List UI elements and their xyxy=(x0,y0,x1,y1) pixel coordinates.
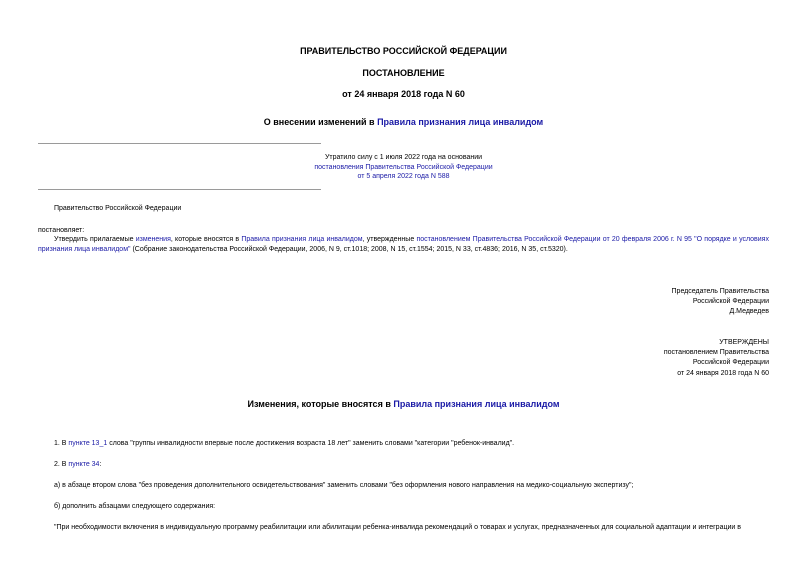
government-name: ПРАВИТЕЛЬСТВО РОССИЙСКОЙ ФЕДЕРАЦИИ xyxy=(300,46,507,56)
main-paragraph-part4: (Собрание законодательства Российской Федерации, 2006, N 9, ст.1018; 2008, N 15, ст.1554; 2015, N 33, ст.4836; 2016, N 35, ст.5320). xyxy=(130,246,568,254)
approval-block xyxy=(664,338,769,379)
signature-line3: Д.Медведев xyxy=(729,308,769,316)
document-date-number: от 24 января 2018 года N 60 xyxy=(342,89,465,99)
document-title xyxy=(0,117,807,127)
clause-13-1-link[interactable]: пункте 13_1 xyxy=(68,440,108,447)
rules-link-body[interactable]: Правила признания лица инвалидом xyxy=(241,236,363,243)
bottom-divider xyxy=(38,189,321,190)
changes-link[interactable]: изменения xyxy=(135,236,171,243)
repeal-note-link-line3[interactable]: от 5 апреля 2022 года N 588 xyxy=(357,173,450,181)
signature-line2: Российской Федерации xyxy=(692,298,769,306)
resolution-95-link[interactable]: постановлением Правительства Российской Федерации от 20 февраля 2006 г. N 95 "О порядке и условиях признания лица инвалидом" xyxy=(38,236,769,254)
top-divider xyxy=(38,143,321,144)
decrees-text: постановляет: xyxy=(38,227,85,234)
change-item-2 xyxy=(54,460,101,470)
approval-line1: УТВЕРЖДЕНЫ xyxy=(719,339,769,346)
change-item-1-text: слова "группы инвалидности впервые после достижения возраста 18 лет" заменить словами "категории "ребенок-инвалид". xyxy=(107,440,515,447)
change-item-1-prefix: 1. В xyxy=(54,440,69,447)
main-paragraph-part3: , утвержденные xyxy=(362,236,417,243)
changes-title xyxy=(0,399,807,409)
approval-line3: Российской Федерации xyxy=(692,359,769,367)
document-title-prefix: О внесении изменений в xyxy=(263,117,378,127)
change-item-1 xyxy=(54,439,514,449)
main-paragraph-part1: Утвердить прилагаемые xyxy=(54,236,136,243)
rules-link-title[interactable]: Правила признания лица инвалидом xyxy=(377,117,544,127)
document-type: ПОСТАНОВЛЕНИЕ xyxy=(362,68,445,78)
signature-block xyxy=(672,287,769,318)
repeal-note-line1: Утратило силу с 1 июля 2022 года на основании xyxy=(324,154,483,161)
rules-link-changes-title[interactable]: Правила признания лица инвалидом xyxy=(393,399,560,409)
repeal-note xyxy=(300,153,507,182)
issuer-text: Правительство Российской Федерации xyxy=(54,205,182,212)
clause-34-link[interactable]: пункте 34 xyxy=(68,461,100,468)
change-subitem-a: а) в абзаце втором слова "без проведения дополнительного освидетельствования" заменить словами "без оформления нового направления на медико-социальную экспертизу"; xyxy=(54,482,634,489)
change-item-2-suffix: : xyxy=(99,461,102,468)
signature-line1: Председатель Правительства xyxy=(671,288,769,295)
main-paragraph-part2: , которые вносятся в xyxy=(170,236,242,243)
approval-line4: от 24 января 2018 года N 60 xyxy=(677,369,769,377)
changes-title-prefix: Изменения, которые вносятся в xyxy=(247,399,394,409)
main-paragraph xyxy=(38,235,769,256)
change-quote-text: "При необходимости включения в индивидуальную программу реабилитации или абилитации ребенка-инвалида рекомендаций о товарах и услугах, предназначенных для социальной адаптации и интеграции в xyxy=(54,524,741,531)
change-subitem-b: б) дополнить абзацами следующего содержания: xyxy=(54,503,216,510)
approval-line2: постановлением Правительства xyxy=(663,349,769,357)
repeal-note-link-line2[interactable]: постановления Правительства Российской Федерации xyxy=(314,163,493,171)
change-item-2-prefix: 2. В xyxy=(54,461,69,468)
